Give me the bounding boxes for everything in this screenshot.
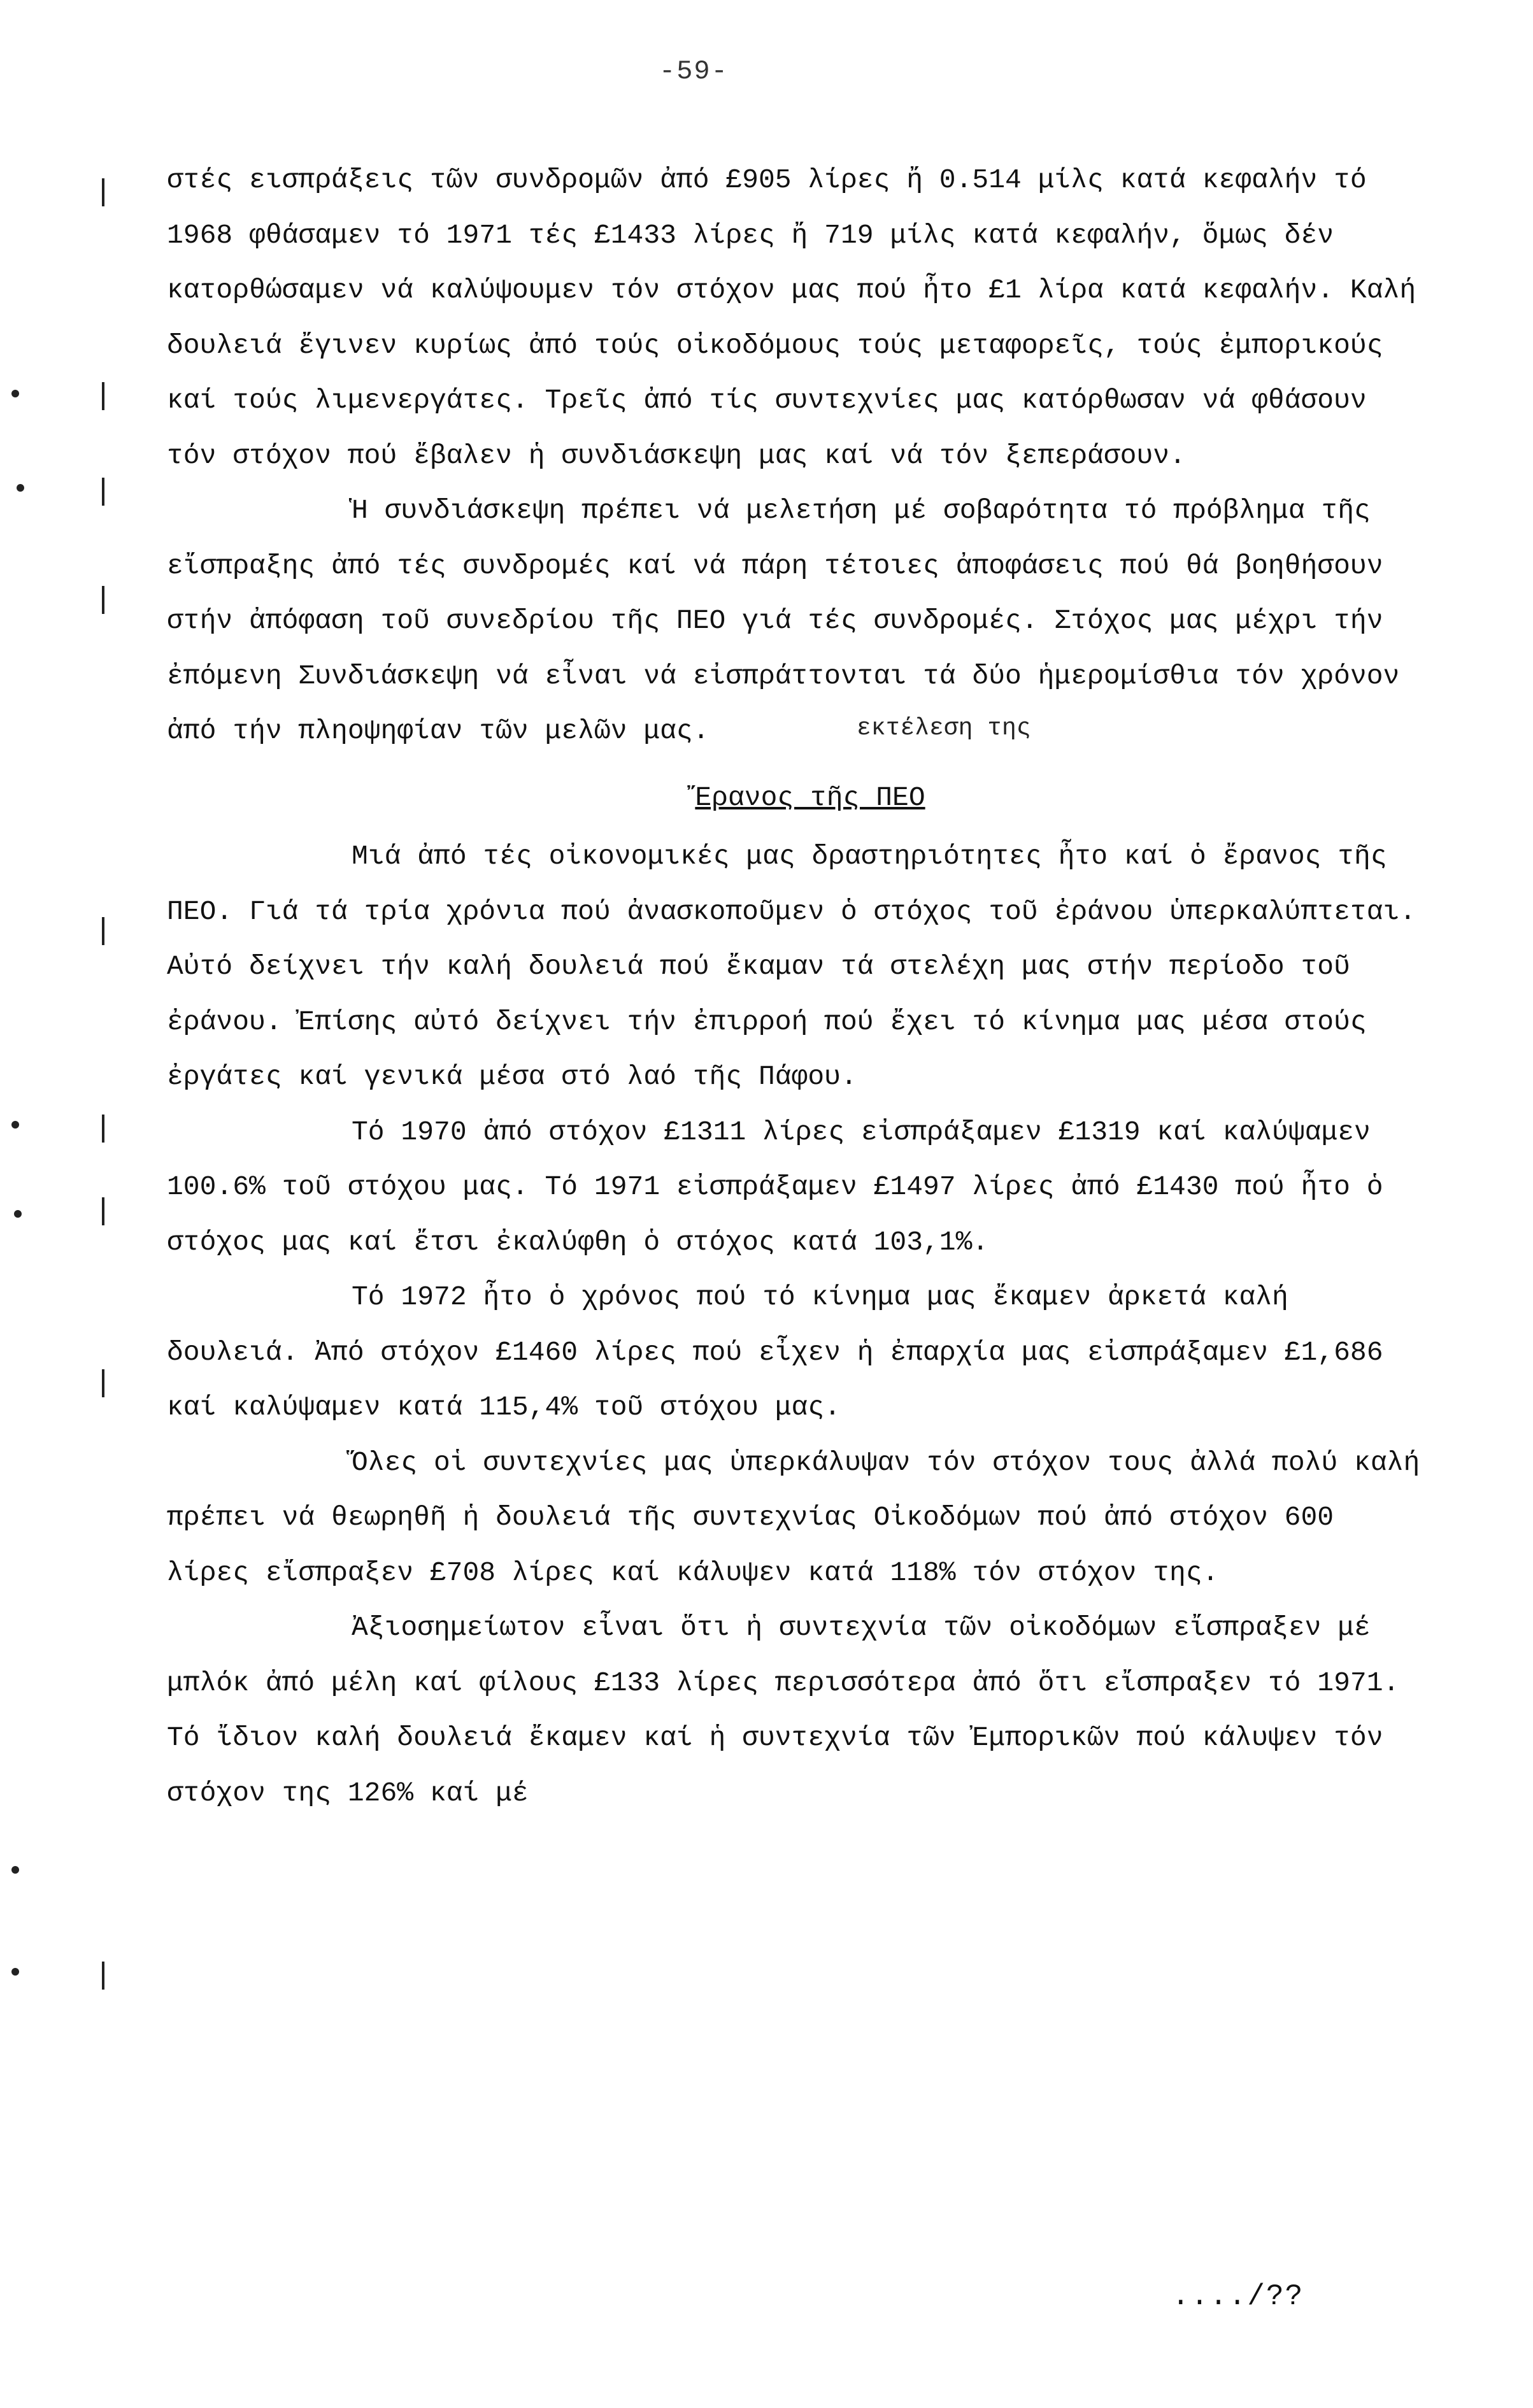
margin-dot [11, 1866, 19, 1874]
margin-dot [11, 1121, 19, 1129]
margin-punch-marks [0, 0, 121, 2408]
margin-dot [11, 1968, 19, 1976]
page-number: -59- [659, 56, 729, 87]
document-body [167, 153, 1428, 1821]
paragraph-1970-1971: Τό 1970 ἀπό στόχον £1311 λίρες εἰσπράξαμεν £1319 καί καλύψαμεν 100.6% τοῦ στόχου μας. Τό 1971 εἰσπράξαμεν £1497 λίρες ἀπό £1430 πού ἦτο ὁ στόχος μας καί ἔτσι ἐκαλύφθη ὁ στόχος κατά 103,1%. [167, 1116, 1383, 1258]
paragraph-conference: Ἡ συνδιάσκεψη πρέπει νά μελετήση μέ σοβαρότητα τό πρόβλημα τῆς εἴσπραξης ἀπό τές συνδρομές καί νά πάρη τέτοιες ἀποφάσεις πού θά βοηθήσουν στήν ἀπόφαση τοῦ συνεδρίου τῆς ΠΕΟ γιά τές συνδρομές. Στόχος μας μέχρι τήν ἐπόμενη Συνδιάσκεψη νά εἶναι νά εἰσπράττονται τά δύο ἡμερομίσθια τόν χρόνον ἀπό τήν πληοψηφίαν τῶν μελῶν μας. [167, 495, 1400, 746]
margin-line [102, 478, 104, 506]
margin-line [102, 382, 104, 410]
margin-dot [14, 1210, 22, 1218]
paragraph-builders: Ἀξιοσημείωτον εἶναι ὅτι ἡ συντεχνία τῶν οἰκοδόμων εἴσπραξεν μέ μπλόκ ἀπό μέλη καί φίλους £133 λίρες περισσότερα ἀπό ὅτι εἴσπραξεν τό 1971. Τό ἴδιον καλή δουλειά ἔκαμεν καί ἡ συντεχνία τῶν Ἐμπορικῶν πού κάλυψεν τόν στόχον της 126% καί μέ [167, 1612, 1400, 1809]
margin-line [102, 917, 104, 945]
section-heading: Ἔρανος τῆς ΠΕΟ [695, 781, 925, 813]
continuation-mark: ..../?? [1172, 2280, 1304, 2313]
handwritten-insert: εκτέλεση της [857, 715, 1031, 742]
margin-line [102, 1369, 104, 1397]
margin-line [102, 178, 104, 206]
paragraph-1972: Τό 1972 ἦτο ὁ χρόνος πού τό κίνημα μας ἔκαμεν ἀρκετά καλή δουλειά. Ἀπό στόχον £1460 λίρες πού εἶχεν ἡ ἐπαρχία μας εἰσπράξαμεν £1,686 καί καλύψαμεν κατά 115,4% τοῦ στόχου μας. [167, 1281, 1383, 1423]
margin-line [102, 1962, 104, 1990]
margin-dot [11, 390, 19, 397]
paragraph-fundraiser: Μιά ἀπό τές οἰκονομικές μας δραστηριότητες ἦτο καί ὁ ἔρανος τῆς ΠΕΟ. Γιά τά τρία χρόνια πού ἀνασκοποῦμεν ὁ στόχος τοῦ ἐράνου ὑπερκαλύπτεται. Αὐτό δείχνει τήν καλή δουλειά πού ἔκαμαν τά στελέχη μας στήν περίοδο τοῦ ἐράνου. Ἐπίσης αὐτό δείχνει τήν ἐπιρροή πού ἔχει τό κίνημα μας μέσα στούς ἐργάτες καί γενικά μέσα στό λαό τῆς Πάφου. [167, 841, 1416, 1092]
margin-line [102, 586, 104, 614]
margin-line [102, 1197, 104, 1225]
margin-dot [17, 484, 24, 492]
paragraph-unions: Ὅλες οἱ συντεχνίες μας ὑπερκάλυψαν τόν στόχον τους ἀλλά πολύ καλή πρέπει νά θεωρηθῆ ἡ δουλειά τῆς συντεχνίας Οἰκοδόμων πού ἀπό στόχον 600 λίρες εἴσπραξεν £708 λίρες καί κάλυψεν κατά 118% τόν στόχον της. [167, 1446, 1420, 1588]
paragraph-subscriptions: στές εισπράξεις τῶν συνδρομῶν ἀπό £905 λίρες ἤ 0.514 μίλς κατά κεφαλήν τό 1968 φθάσαμεν τό 1971 τές £1433 λίρες ἤ 719 μίλς κατά κεφαλήν, ὅμως δέν κατορθώσαμεν νά καλύψουμεν τόν στόχον μας πού ἦτο £1 λίρα κατά κεφαλήν. Καλή δουλειά ἔγινεν κυρίως ἀπό τούς οἰκοδόμους τούς μεταφορεῖς, τούς ἐμπορικούς καί τούς λιμενεργάτες. Τρεῖς ἀπό τίς συντεχνίες μας κατόρθωσαν νά φθάσουν τόν στόχον πού ἔβαλεν ἡ συνδιάσκεψη μας καί νά τόν ξεπεράσουν. [167, 164, 1416, 471]
margin-line [102, 1115, 104, 1143]
